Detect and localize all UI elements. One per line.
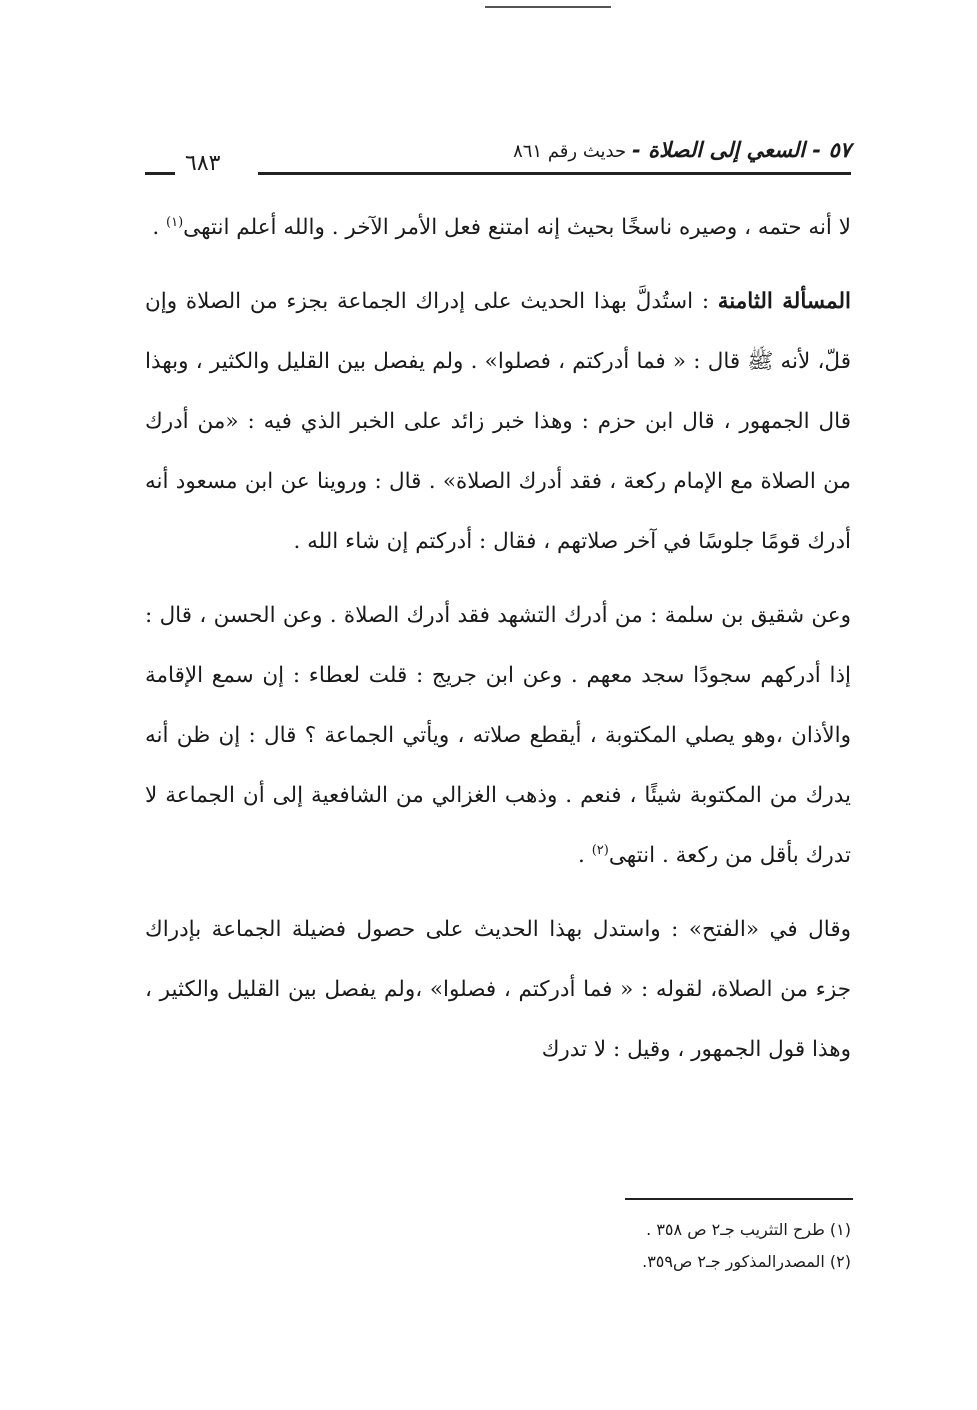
top-rule (485, 6, 611, 8)
running-header (145, 135, 851, 185)
footnote: (١) طرح التثريب جـ٢ ص ٣٥٨ . (646, 1220, 851, 1239)
header-rule (258, 172, 851, 175)
header-title (513, 135, 851, 167)
page-number: ٦٨٣ (185, 151, 221, 176)
footnote-ref: (٢) (591, 842, 609, 858)
paragraph (145, 586, 851, 886)
paragraph-tail: . (578, 843, 592, 868)
footnotes (400, 1214, 851, 1278)
chapter-title: ٥٧ - السعي إلى الصلاة - (632, 138, 851, 162)
paragraph-text: : استُدلَّ بهذا الحديث على إدراك الجماعة بجزء من الصلاة وإن قلّ، لأنه ﷺ قال : « فما أدركتم ، فصلوا» . ولم يفصل بين القليل والكثير ، وبهذا قال الجمهور ، قال ابن حزم : وهذا خبر زائد على الخبر الذي فيه : «من أدرك من الصلاة مع الإمام ركعة ، فقد أدرك الصلاة» . قال : وروينا عن ابن مسعود أنه أدرك قومًا جلوسًا في آخر صلاتهم ، فقال : أدركتم إن شاء الله . (145, 289, 851, 554)
hadith-number: حديث رقم ٨٦١ (513, 141, 627, 162)
footnote-rule (625, 1198, 853, 1200)
paragraph (145, 272, 851, 572)
footnote: (٢) المصدرالمذكور جـ٢ ص٣٥٩. (642, 1252, 851, 1271)
paragraph-tail: . (152, 215, 167, 240)
paragraph (145, 198, 851, 258)
header-rule-short (145, 172, 175, 175)
paragraph-text: وقال في «الفتح» : واستدل بهذا الحديث على حصول فضيلة الجماعة بإدراك جزء من الصلاة، لقوله : « فما أدركتم ، فصلوا» ،ولم يفصل بين القليل والكثير ، وهذا قول الجمهور ، وقيل : لا تدرك (145, 917, 851, 1062)
paragraph-lead: المسألة الثامنة (717, 289, 852, 314)
main-text (145, 198, 851, 1080)
paragraph-text: وعن شقيق بن سلمة : من أدرك التشهد فقد أدرك الصلاة . وعن الحسن ، قال : إذا أدركهم سجودًا سجد معهم . وعن ابن جريج : قلت لعطاء : إن سمع الإقامة والأذان ،وهو يصلي المكتوبة ، أيقطع صلاته ، ويأتي الجماعة ؟ قال : إن ظن أنه يدرك من المكتوبة شيئًا ، فنعم . وذهب الغزالي من الشافعية إلى أن الجماعة لا تدرك بأقل من ركعة . انتهى (145, 603, 851, 868)
paragraph (145, 900, 851, 1080)
paragraph-text: لا أنه حتمه ، وصيره ناسخًا بحيث إنه امتنع فعل الأمر الآخر . والله أعلم انتهى (183, 215, 851, 240)
footnote-ref: (١) (166, 214, 184, 230)
